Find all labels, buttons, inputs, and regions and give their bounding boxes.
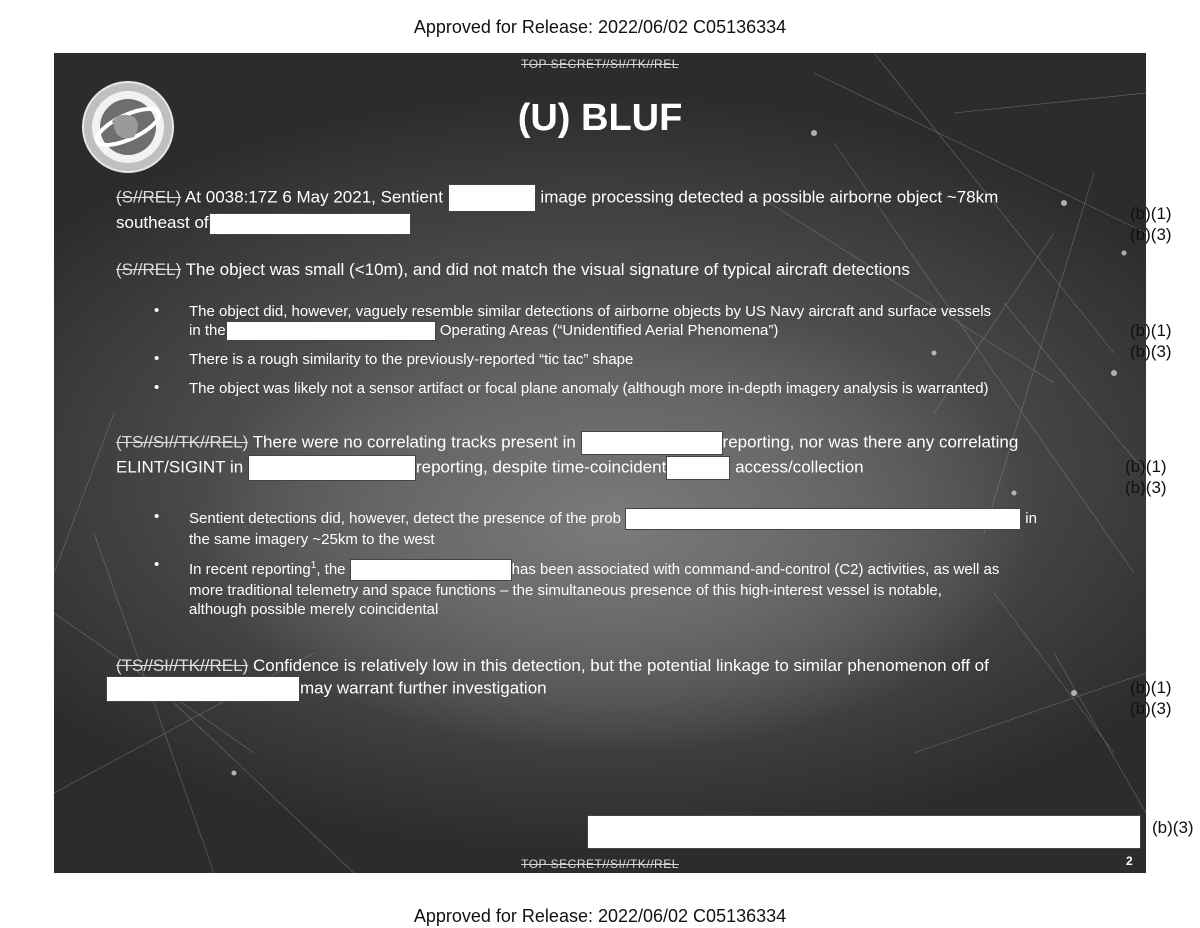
classification-marking: (TS//SI//TK//REL) — [116, 656, 249, 675]
bullet-item: Sentient detections did, however, detect the presence of the prob in the same imagery ~25km to the west — [189, 509, 1037, 548]
page-number: 2 — [1126, 854, 1133, 868]
paragraph-2: (S//REL) The object was small (<10m), and did not match the visual signature of typical aircraft detections — [116, 260, 910, 279]
bullet-item: The object did, however, vaguely resemble similar detections of airborne objects by US Navy aircraft and surface vessels in the Operating Areas (“Unidentified Aerial Phenomena”) — [189, 302, 1109, 341]
redaction-box — [581, 431, 723, 455]
redaction-box — [666, 456, 730, 480]
redaction-box — [248, 455, 416, 481]
paragraph-4: (TS//SI//TK//REL) Confidence is relatively low in this detection, but the potential linkage to similar phenomenon off of may warrant further investigation — [106, 655, 1116, 702]
redaction-box — [587, 815, 1141, 849]
classification-marking: (TS//SI//TK//REL) — [116, 432, 249, 452]
redaction-box — [209, 213, 411, 235]
classification-marking: (S//REL) — [116, 260, 182, 279]
classification-top: TOP SECRET//SI//TK//REL — [521, 57, 679, 71]
redaction-box — [625, 508, 1021, 530]
slide — [54, 53, 1146, 873]
paragraph-1: (S//REL) At 0038:17Z 6 May 2021, Sentient image processing detected a possible airborne object ~78km southeast of — [116, 184, 1116, 235]
bullet-icon: • — [154, 302, 160, 319]
redaction-box — [448, 184, 536, 212]
bullet-item: In recent reporting$^1$, the has been associated with command-and-control (C2) activities, as well as more traditional telemetry and space functions – the simultaneous presence of this high-interest vessel is notable, although possible merely coincidental — [189, 560, 1000, 619]
exemption-marking: (b)(1) (b)(3) — [1130, 321, 1172, 361]
redaction-box — [106, 676, 300, 702]
redaction-box — [226, 321, 436, 341]
exemption-marking: (b)(1) (b)(3) — [1125, 457, 1167, 497]
exemption-marking: (b)(1) (b)(3) — [1130, 678, 1172, 718]
classification-marking: (S//REL) — [116, 187, 182, 207]
classification-bottom: TOP SECRET//SI//TK//REL — [521, 857, 679, 871]
paragraph-3: (TS//SI//TK//REL) There were no correlating tracks present in reporting, nor was there any correlating ELINT/SIGINT in reporting, despite time-coincident access/collection — [116, 431, 1116, 481]
release-footer: Approved for Release: 2022/06/02 C05136334 — [413, 906, 787, 926]
exemption-marking: (b)(1) (b)(3) — [1130, 204, 1172, 244]
bullet-icon: • — [154, 508, 160, 525]
bullet-item: The object was likely not a sensor artifact or focal plane anomaly (although more in-depth imagery analysis is warranted) — [189, 380, 989, 397]
bullet-icon: • — [154, 556, 160, 573]
exemption-marking: (b)(3) — [1152, 818, 1194, 837]
bullet-item: There is a rough similarity to the previously-reported “tic tac” shape — [189, 351, 634, 368]
redaction-box — [350, 559, 512, 581]
release-header: Approved for Release: 2022/06/02 C05136334 — [413, 17, 787, 37]
bullet-icon: • — [154, 350, 160, 367]
slide-title: (U) BLUF — [517, 97, 683, 139]
bullet-icon: • — [154, 379, 160, 396]
